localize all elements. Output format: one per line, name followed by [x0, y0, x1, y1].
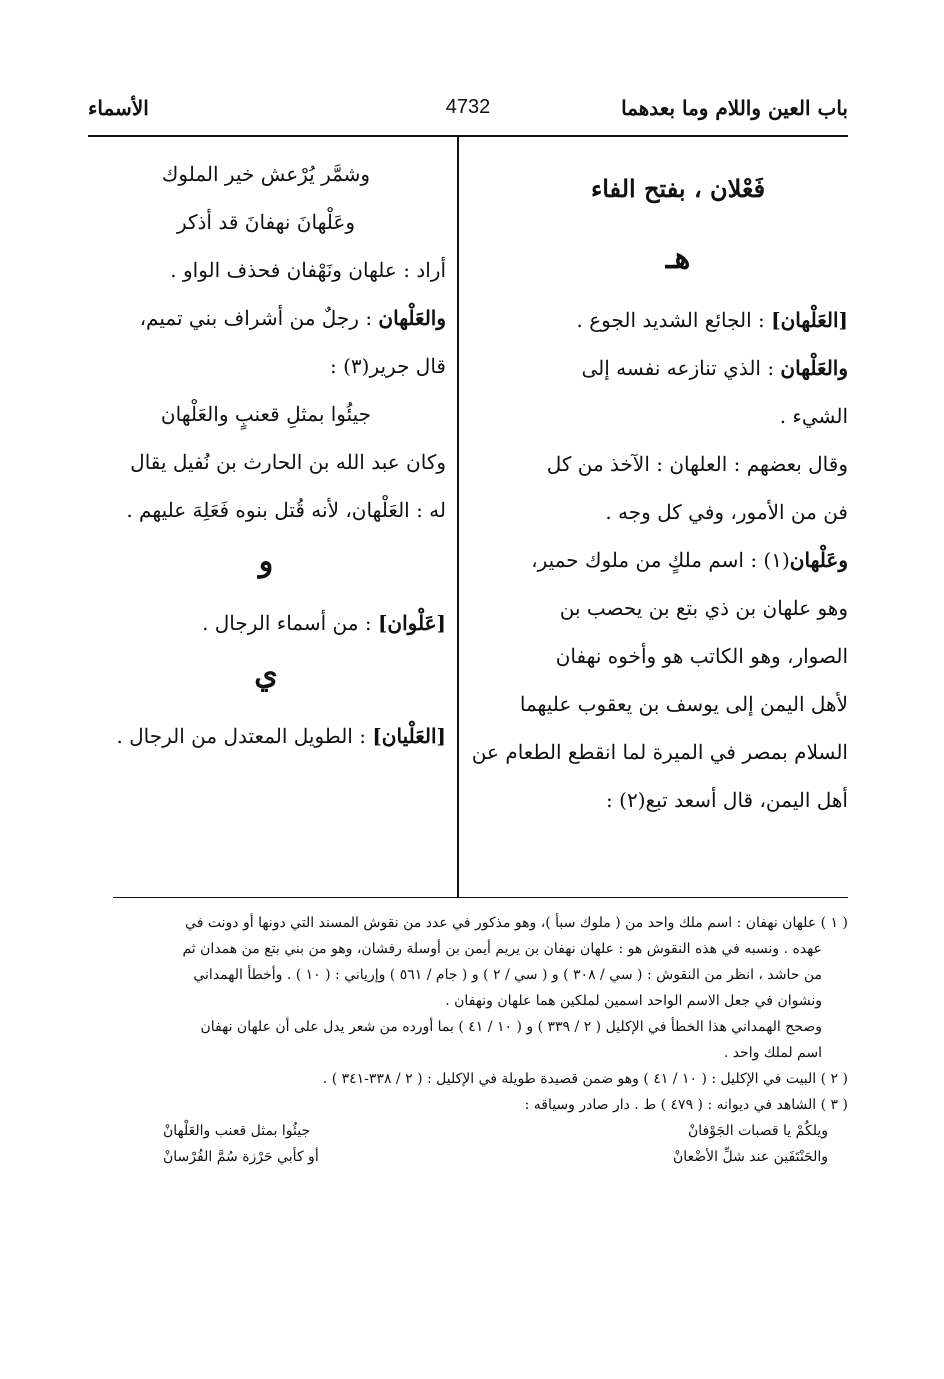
footnote-1-line: ( ١ ) علهان نهفان : اسم ملك واحد من ( ملوك سبأ )، وهو مذكور في عدد من نقوش المسند التي دونها أو دونت في: [185, 915, 848, 931]
definition: (١) : اسم ملكٍ من ملوك حمير،: [531, 548, 790, 572]
text-line: [86, 722, 446, 750]
text-line: [508, 690, 848, 718]
verse-line: جيئُوا بمثلِ قعنبٍ والعَلْهان: [160, 402, 372, 426]
letter-heading-ha: هـ: [665, 241, 691, 276]
footnote-verse-line: [103, 1118, 848, 1144]
column-divider: [457, 137, 459, 897]
right-column: [471, 160, 848, 834]
footnote-1-line: وصحح الهمداني هذا الخطأ في الإكليل ( ٢ / ٣٣٩ ) و ( ١٠ / ٤١ ) بما أورده من شعر يدل على أن علهان نهفان: [200, 1019, 822, 1035]
text-line: [508, 642, 848, 670]
definition: الصوار، وهو الكاتب هو وأخوه نهفان: [555, 644, 848, 668]
headword: [العَلْيان]: [372, 724, 446, 748]
text-line: [508, 498, 848, 526]
definition: : من أسماء الرجال .: [202, 611, 378, 635]
left-column: [86, 160, 446, 770]
footnote-rule: [113, 897, 848, 898]
header-rule: [88, 135, 848, 137]
definition: : الذي تنازعه نفسه إلى: [581, 356, 781, 380]
section-title: فَعْلان ، بفتح الفاء: [590, 174, 766, 203]
right-column-body: [471, 306, 848, 814]
headword: وعَلْهان: [789, 548, 848, 572]
text-line: أراد : علهان ونَهْفان فحذف الواو .: [170, 258, 446, 282]
text-line: [508, 546, 848, 574]
definition: وقال بعضهم : العلهان : الآخذ من كل: [546, 452, 848, 476]
definition: : رجلٌ من أشراف بني تميم،: [139, 306, 379, 330]
definition: أهل اليمن، قال أسعد تبع(٢) :: [606, 788, 848, 812]
text-line: [508, 594, 848, 622]
footnotes: [103, 910, 848, 1170]
section-name: الأسماء: [88, 96, 149, 120]
text-line: [86, 609, 446, 637]
text-line: [508, 306, 848, 334]
letter-heading-ya: ي: [254, 657, 278, 692]
headword: [عَلْوان]: [377, 611, 446, 635]
definition: لأهل اليمن إلى يوسف بن يعقوب عليهما: [519, 692, 848, 716]
definition: فن من الأمور، وفي كل وجه .: [605, 500, 848, 524]
text-line: وكان عبد الله بن الحارث بن نُفيل يقال: [130, 450, 446, 474]
text-line: قال جرير(٣) :: [329, 354, 446, 378]
text-line: [86, 304, 446, 332]
verse-hemistich-left: أو كأبي حَرْزة سُمَّ الفُرْسانْ: [163, 1149, 319, 1165]
headword: والعَلْهان: [378, 306, 446, 330]
text-line: [508, 786, 848, 814]
verse-hemistich-right: والحَنْتَفَين عند شلِّ الأضْعانْ: [672, 1149, 828, 1165]
text-line: [471, 738, 848, 766]
footnote-1-line: ونشوان في جعل الاسم الواحد اسمين لملكين هما علهان ونهفان .: [445, 993, 822, 1009]
headword: والعَلْهان: [780, 356, 848, 380]
verse-line: وشمَّر يُرْعش خير الملوك: [161, 162, 371, 186]
definition: : الجائع الشديد الجوع .: [576, 308, 772, 332]
verse-hemistich-left: جيئُوا بمثل قعنب والعَلْهانْ: [163, 1123, 311, 1139]
chapter-title: باب العين واللام وما بعدهما: [621, 96, 848, 120]
text-line: [508, 354, 848, 382]
footnote-2: ( ٢ ) البيت في الإكليل : ( ١٠ / ٤١ ) وهو ضمن قصيدة طويلة في الإكليل : ( ٢ / ٣٣٨-٣٤١ ) .: [322, 1071, 848, 1087]
footnote-1-line: من حاشد ، انظر من النقوش : ( سي / ٣٠٨ ) و ( سي / ٢ ) و ( جام / ٥٦١ ) وإرياني : ( ١٠ ) . وأخطأ الهمداني: [193, 967, 822, 983]
definition: السلام بمصر في الميرة لما انقطع الطعام عن: [471, 740, 848, 764]
verse-line: وعَلْهانَ نهفانَ قد أذكر: [176, 210, 356, 234]
text-line: [508, 402, 848, 430]
verse-hemistich-right: ويلكُمْ يا قصبات الجَوْفانْ: [687, 1123, 828, 1139]
headword: [العَلْهان]: [771, 308, 848, 332]
text-line: [508, 450, 848, 478]
footnote-verse-line: [103, 1144, 848, 1170]
footnote-1-line: عهده . ونسبه في هذه النقوش هو : علهان نهفان بن يريم أيمن بن أوسلة رفشان، وهو من بني بتع من همدان ثم: [182, 941, 822, 957]
page-number: 4732: [445, 96, 491, 118]
letter-heading-waw: و: [258, 544, 274, 579]
definition: الشيء .: [779, 404, 848, 428]
footnote-1-line: اسم لملك واحد .: [723, 1045, 822, 1061]
page-header: [88, 96, 848, 132]
footnote-3: ( ٣ ) الشاهد في ديوانه : ( ٤٧٩ ) ط . دار صادر وسياقه :: [524, 1097, 848, 1113]
definition: : الطويل المعتدل من الرجال .: [116, 724, 373, 748]
definition: وهو علهان بن ذي بتع بن يحصب بن: [559, 596, 848, 620]
text-line: له : العَلْهان، لأنه قُتل بنوه فَعَلِهَ عليهم .: [126, 498, 446, 522]
